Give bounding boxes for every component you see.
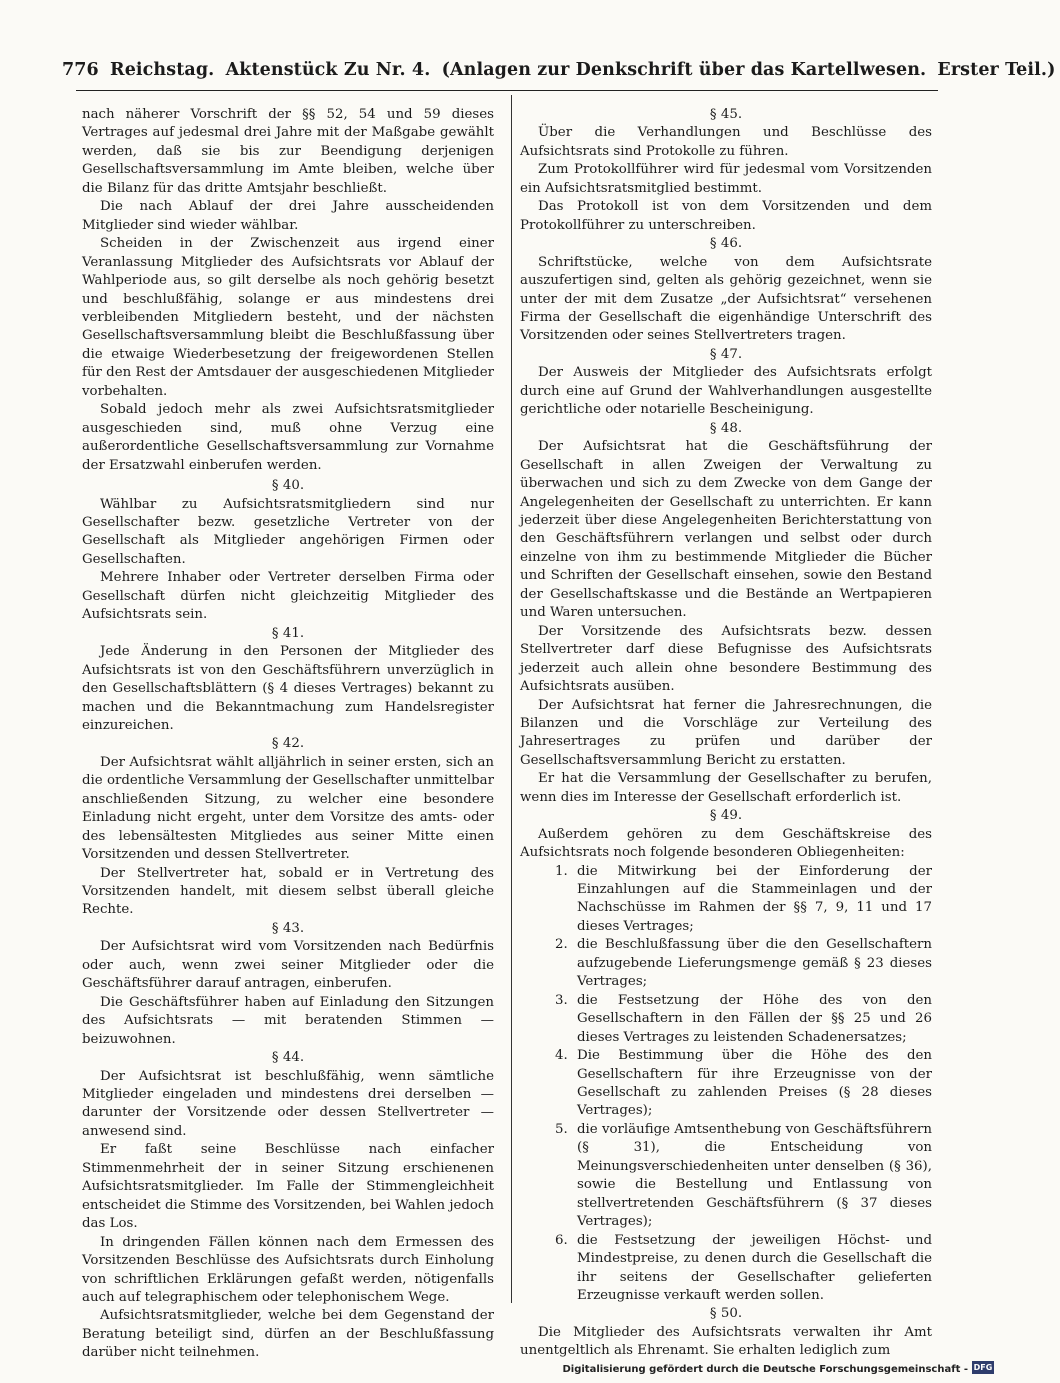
paragraph: Der Ausweis der Mitglieder des Aufsichtsrats erfolgt durch eine auf Grund der Wahlverhandlungen ausgestellte gerichtliche oder notarielle Bescheinigung. [520,365,932,418]
list-item [520,1121,932,1232]
paragraph: Über die Verhandlungen und Beschlüsse des Aufsichtsrats sind Protokolle zu führen. [520,125,932,159]
list-item-number: 5. [555,1121,568,1137]
paragraph: Mehrere Inhaber oder Vertreter derselben Firma oder Gesellschaft dürfen nicht gleichzeitig Mitglieder des Aufsichtsrats sein. [82,570,494,623]
section-heading-48: § 48. [709,420,743,436]
section-heading-49: § 49. [709,808,743,824]
list-item-number: 4. [555,1048,568,1064]
list-item [520,1047,932,1121]
list-item-text: Die Bestimmung über die Höhe des den Gesellschaftern für ihre Erzeugnisse von der Gesellschaft zu zahlenden Preises (§ 28 dieses Vertrages); [577,1048,932,1119]
list-item-text: die Beschlußfassung über die den Gesellschaftern aufzugebende Lieferungsmenge gemäß § 23 dieses Vertrages; [577,937,932,990]
paragraph: Der Aufsichtsrat wird vom Vorsitzenden nach Bedürfnis oder auch, wenn zwei seiner Mitglieder oder die Geschäftsführer darauf antragen, einberufen. [82,939,494,992]
list-item-text: die Mitwirkung bei der Einforderung der Einzahlungen auf die Stammeinlagen und der Nachschüsse im Rahmen der §§ 7, 9, 11 und 17 dieses Vertrages; [577,863,932,934]
section-heading-42: § 42. [271,736,305,752]
list-item-number: 2. [555,937,568,953]
list-item-number: 1. [555,863,568,879]
list-item-number: 6. [555,1232,568,1248]
header-part: Reichstag. [110,60,215,80]
section-heading-44: § 44. [271,1050,305,1066]
header-rule [76,90,938,91]
list-item [520,936,932,991]
paragraph: nach näherer Vorschrift der §§ 52, 54 und 59 dieses Vertrages auf jedesmal drei Jahre mit der Maßgabe gewählt werden, daß sie bis zur Beendigung derjenigen Gesellschaftsversammlung im Amte bleiben, welche über die Bilanz für das dritte Amtsjahr beschließt. [82,107,494,196]
section-heading-46: § 46. [709,236,743,252]
paragraph: Das Protokoll ist von dem Vorsitzenden und dem Protokollführer zu unterschreiben. [520,199,932,233]
paragraph: Zum Protokollführer wird für jedesmal vom Vorsitzenden ein Aufsichtsratsmitglied bestimmt. [520,162,932,196]
paragraph: Der Aufsichtsrat hat die Geschäftsführung der Gesellschaft in allen Zweigen der Verwaltung zu überwachen und sich zu dem Zwecke von dem Gange der Angelegenheiten der Gesellschaft zu unterrichten. Er kann jederzeit über diese Angelegenheiten Berichterstattung von den Geschäftsführern verlangen und selbst oder durch einzelne von ihm zu bestimmende Mitglieder die Bücher und Schriften der Gesellschaft einsehen, sowie den Bestand der Gesellschaftskasse und die Bestände an Wertpapieren und Waren untersuchen. [520,439,932,621]
paragraph: Jede Änderung in den Personen der Mitglieder des Aufsichtsrats ist von den Geschäftsführern unverzüglich in den Gesellschaftsblättern (§ 4 dieses Vertrages) bekannt zu machen und die Bekanntmachung zum Handelsregister einzureichen. [82,644,494,733]
list-item [520,992,932,1047]
paragraph: Wählbar zu Aufsichtsratsmitgliedern sind nur Gesellschafter bezw. gesetzliche Vertreter von der Gesellschaft als Mitglieder angehörigen Firmen oder Gesellschaften. [82,496,494,567]
list-item [520,863,932,937]
paragraph: Aufsichtsratsmitglieder, welche bei dem Gegenstand der Beratung beteiligt sind, dürfen an der Beschlußfassung darüber nicht teilnehmen. [82,1308,494,1361]
paragraph: Scheiden in der Zwischenzeit aus irgend einer Veranlassung Mitglieder des Aufsichtsrats vor Ablauf der Wahlperiode aus, so gilt derselbe als noch gehörig besetzt und beschlußfähig, solange er aus mindestens drei verbleibenden Mitgliedern besteht, und der nächsten Gesellschaftsversammlung bleibt die Beschlußfassung über die etwaige Wiederbesetzung der freigewordenen Stellen für den Rest der Amtsdauer der ausgeschiedenen Mitglieder vorbehalten. [82,236,494,399]
page-number: 776 [62,60,99,80]
paragraph: Der Stellvertreter hat, sobald er in Vertretung des Vorsitzenden handelt, mit diesem selbst überall gleiche Rechte. [82,865,494,918]
paragraph: Der Vorsitzende des Aufsichtsrats bezw. dessen Stellvertreter darf diese Befugnisse des Aufsichtsrats jederzeit auch allein ohne besondere Bestimmung des Aufsichtsrats ausüben. [520,623,932,695]
paragraph: Er hat die Versammlung der Gesellschafter zu berufen, wenn dies im Interesse der Gesellschaft erforderlich ist. [520,771,932,805]
list-item-text: die vorläufige Amtsenthebung von Geschäftsführern (§ 31), die Entscheidung von Meinungsverschiedenheiten unter denselben (§ 36), sowie die Bestellung und Entlassung von stellvertretenden Geschäftsführern (§ 37 dieses Vertrages); [577,1121,933,1230]
left-column [82,106,494,1363]
obligations-list [520,863,932,1306]
paragraph: Der Aufsichtsrat wählt alljährlich in seiner ersten, sich an die ordentliche Versammlung der Gesellschafter unmittelbar anschließenden Sitzung, zu welcher eine besondere Einladung nicht ergeht, unter dem Vorsitze des amts- oder des lebensältesten Mitgliedes aus seiner Mitte einen Vorsitzenden und dessen Stellvertreter. [82,754,494,863]
section-heading-45: § 45. [709,107,743,122]
paragraph: Die Geschäftsführer haben auf Einladung den Sitzungen des Aufsichtsrats — mit beratenden Stimmen — beizuwohnen. [82,994,494,1047]
section-heading-47: § 47. [709,346,743,362]
column-divider [511,95,512,1303]
list-item-text: die Festsetzung der Höhe des von den Gesellschaftern in den Fällen der §§ 25 und 26 dieses Vertrages zu leistenden Schadenersatzes; [577,992,932,1045]
paragraph: Die nach Ablauf der drei Jahre ausscheidenden Mitglieder sind wieder wählbar. [82,199,494,233]
page-header [62,60,1056,86]
list-item-number: 3. [555,992,568,1008]
digitization-credit: Digitalisierung gefördert durch die Deutsche Forschungsgemeinschaft - [562,1364,968,1375]
header-part: Erster Teil.) [937,60,1056,80]
section-heading-40: § 40. [271,478,305,494]
paragraph: Der Aufsichtsrat ist beschlußfähig, wenn sämtliche Mitglieder eingeladen und mindestens drei derselben — darunter der Vorsitzende oder dessen Stellvertreter — anwesend sind. [82,1068,494,1139]
paragraph: Sobald jedoch mehr als zwei Aufsichtsratsmitglieder ausgeschieden sind, muß ohne Verzug eine außerordentliche Gesellschaftsversammlung zur Vornahme der Ersatzwahl einberufen werden. [82,402,494,473]
dfg-logo: DFG [973,1363,993,1372]
paragraph: Der Aufsichtsrat hat ferner die Jahresrechnungen, die Bilanzen und die Vorschläge zur Verteilung des Jahresertrages zu prüfen und darüber der Gesellschaftsversammlung Bericht zu erstatten. [520,697,932,768]
section-heading-41: § 41. [271,625,305,641]
section-heading-43: § 43. [271,920,305,936]
section-heading-50: § 50. [709,1306,743,1322]
paragraph: Außerdem gehören zu dem Geschäftskreise des Aufsichtsrats noch folgende besonderen Obliegenheiten: [520,826,932,861]
header-part: Aktenstück Zu Nr. 4. [225,60,431,80]
right-column [520,106,932,1361]
paragraph: Die Mitglieder des Aufsichtsrats verwalten ihr Amt unentgeltlich als Ehrenamt. Sie erhalten lediglich zum [520,1324,932,1359]
header-part: (Anlagen zur Denkschrift über das Kartellwesen. [441,60,927,80]
paragraph: In dringenden Fällen können nach dem Ermessen des Vorsitzenden Beschlüsse des Aufsichtsrats durch Einholung von schriftlichen Erklärungen gefaßt werden, nötigenfalls auch auf telegraphischem oder telephonischem Wege. [82,1234,494,1305]
list-item-text: die Festsetzung der jeweiligen Höchst- und Mindestpreise, zu denen durch die Gesellschaft die ihr seitens der Gesellschafter gelieferten Erzeugnisse verkauft werden sollen. [577,1232,932,1303]
paragraph: Schriftstücke, welche von dem Aufsichtsrate auszufertigen sind, gelten als gehörig gezeichnet, wenn sie unter der mit dem Zusatze „der Aufsichtsrat“ versehenen Firma der Gesellschaft die eigenhändige Unterschrift des Vorsitzenden oder seines Stellvertreters tragen. [520,254,932,344]
paragraph: Er faßt seine Beschlüsse nach einfacher Stimmenmehrheit der in seiner Sitzung erschienenen Aufsichtsratsmitglieder. Im Falle der Stimmengleichheit entscheidet die Stimme des Vorsitzenden, bei Wahlen jedoch das Los. [82,1142,494,1232]
list-item [520,1232,932,1306]
